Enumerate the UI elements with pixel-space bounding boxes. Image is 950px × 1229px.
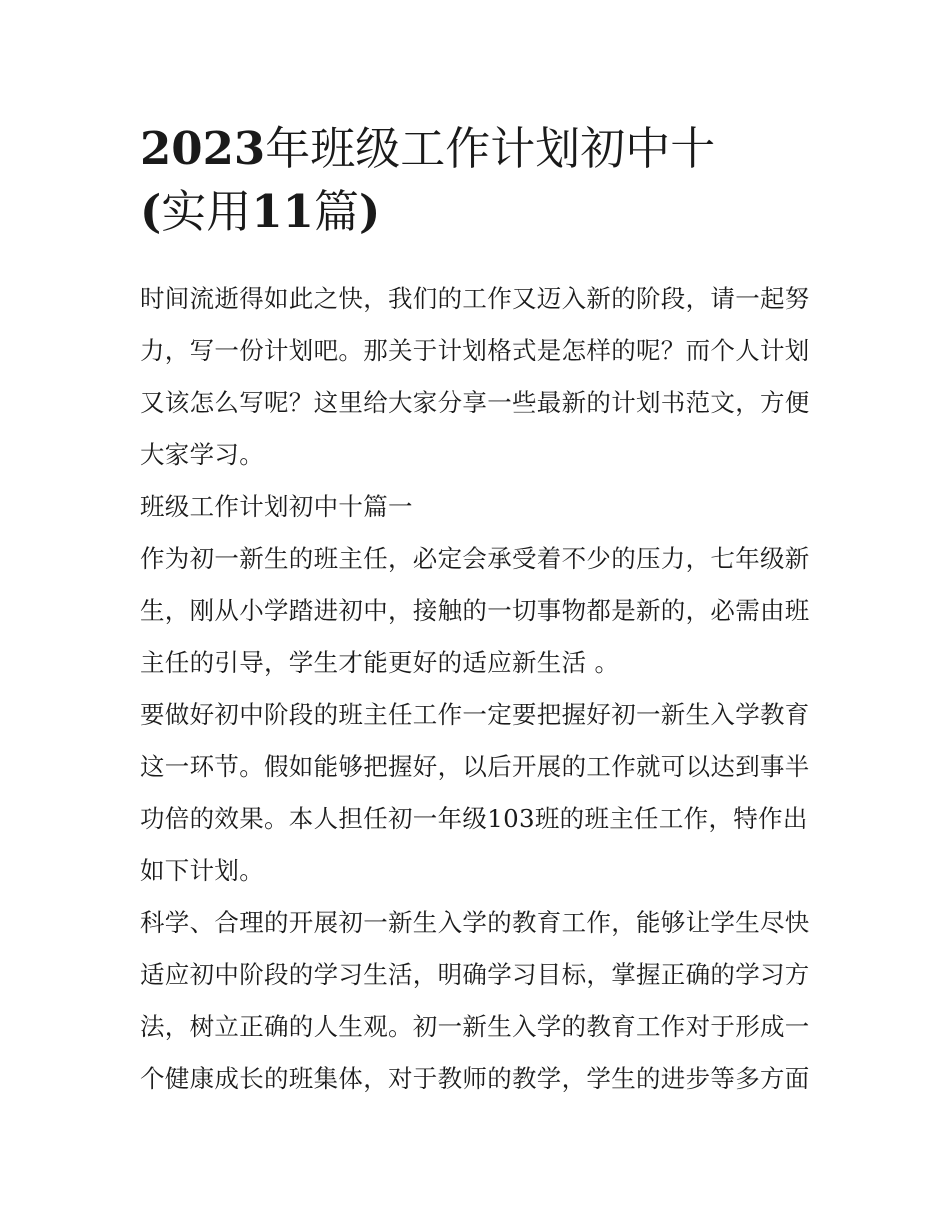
section-heading: 班级工作计划初中十篇一 <box>140 492 413 521</box>
title-year: 2023 <box>140 122 266 175</box>
body-paragraph: 要做好初中阶段的班主任工作一定要把握好初一新生入学教育这一环节。假如能够把握好，以后开展的工作就可以达到事半功倍的效果。本人担任初一年级103班的班主任工作，特作出如下计划。 <box>140 700 810 885</box>
title-chapters: 篇 <box>313 185 359 238</box>
title-text: 年班级工作计划初中十 <box>265 122 716 175</box>
body-paragraph: 科学、合理的开展初一新生入学的教育工作，能够让学生尽快适应初中阶段的学习生活，明确学习目标，掌握正确的学习方法，树立正确的人生观。初一新生入学的教育工作对于形成一个健康成长的班集体，对于教师的教学，学生的进步等多方面 <box>140 908 810 1093</box>
title-paren-open: ( <box>140 185 162 238</box>
document-title <box>140 117 812 243</box>
document-body <box>140 273 812 1105</box>
title-paren-close: ) <box>358 185 381 238</box>
body-paragraph: 作为初一新生的班主任，必定会承受着不少的压力，七年级新生，刚从小学踏进初中，接触的一切事物都是新的，必需由班主任的引导，学生才能更好的适应新生活 。 <box>140 544 810 677</box>
intro-paragraph: 时间流逝得如此之快，我们的工作又迈入新的阶段，请一起努力，写一份计划吧。那关于计划格式是怎样的呢？而个人计划又该怎么写呢？这里给大家分享一些最新的计划书范文，方便大家学习。 <box>140 284 810 469</box>
title-practical: 实用 <box>161 185 252 238</box>
document-page <box>140 117 812 1105</box>
title-count: 11 <box>251 185 314 238</box>
